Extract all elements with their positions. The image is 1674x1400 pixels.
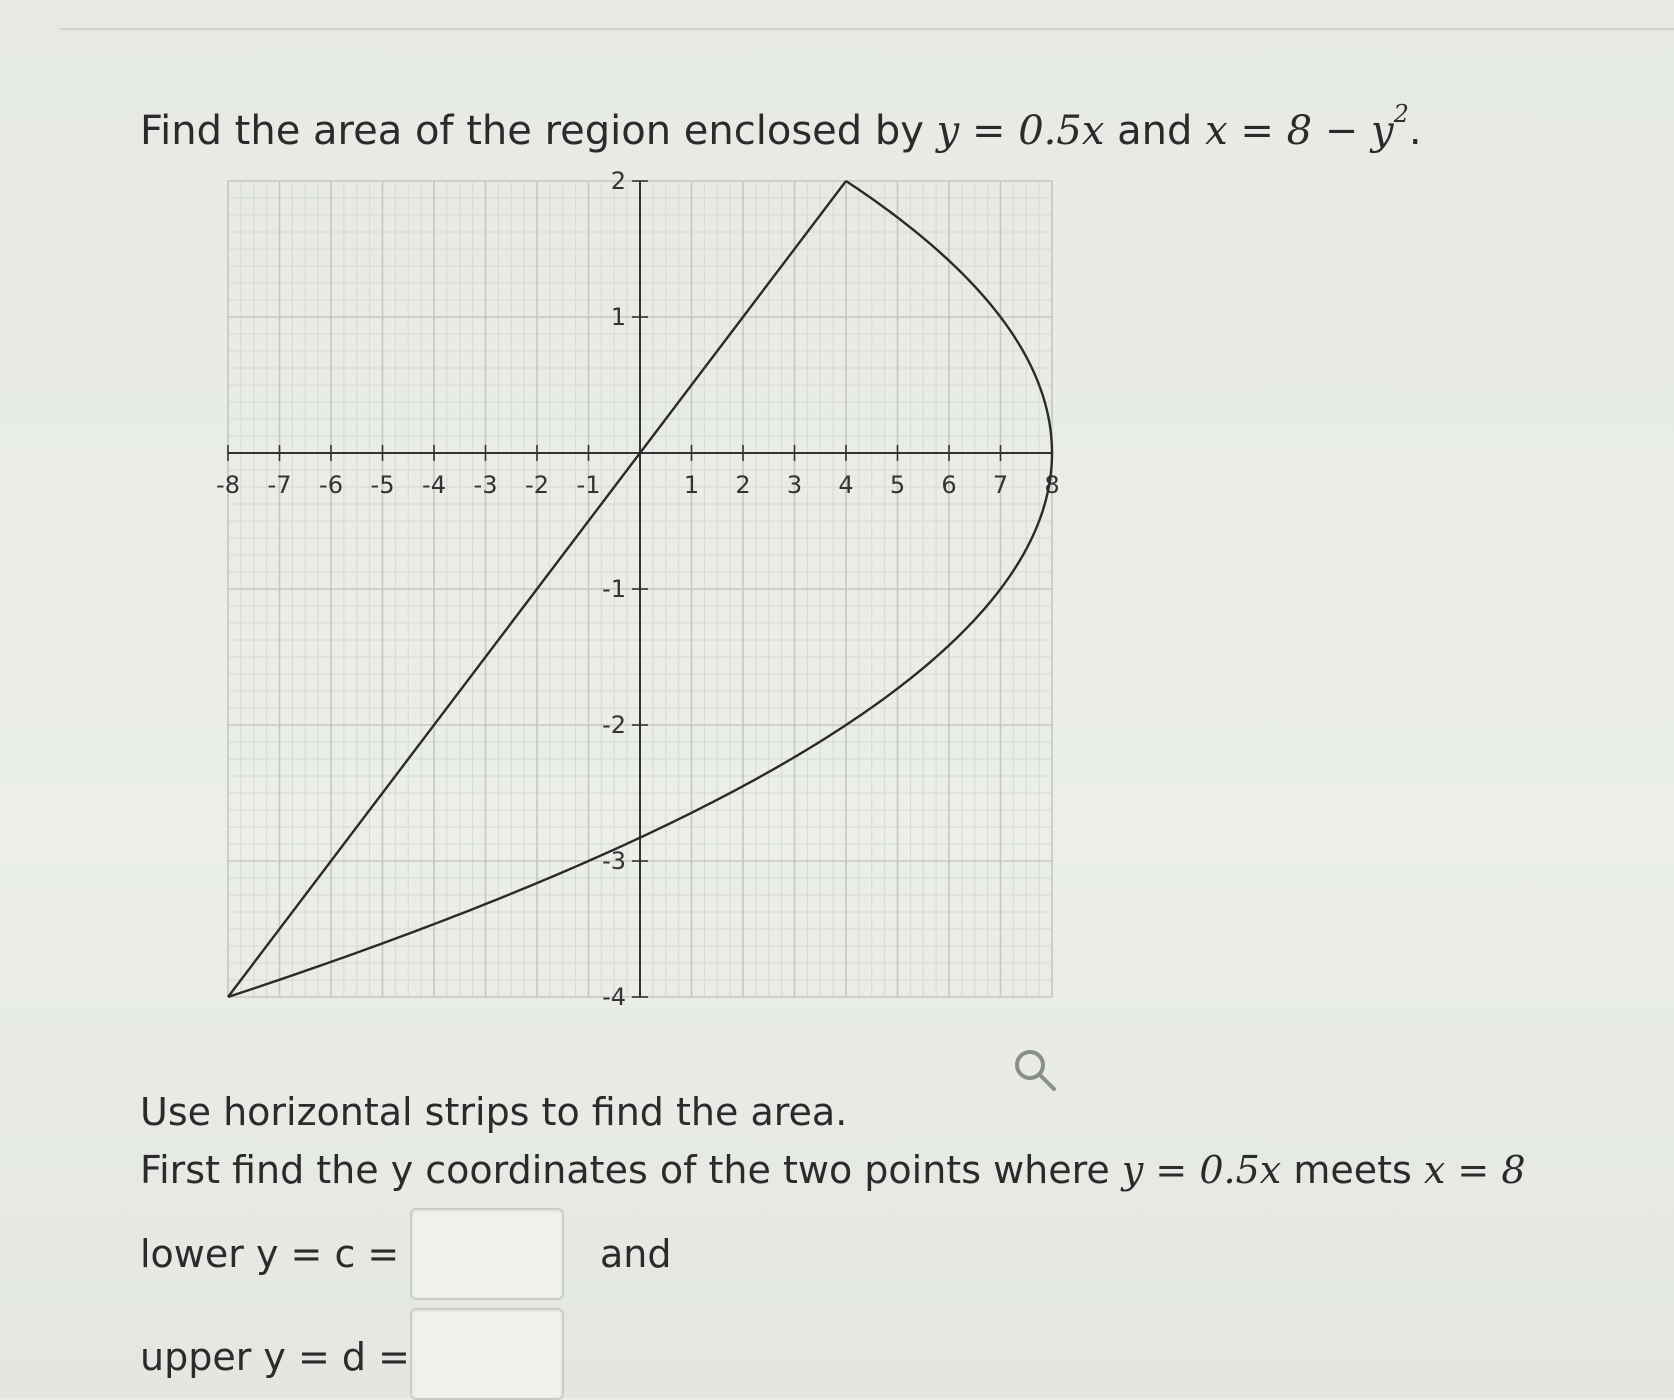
graph (180, 155, 1080, 1035)
question-period: . (1408, 108, 1422, 154)
x-tick-label: -5 (370, 471, 395, 499)
and-label: and (600, 1232, 672, 1276)
instruction-line-1: Use horizontal strips to find the area. (140, 1090, 848, 1134)
x-tick-label: 8 (1044, 471, 1060, 499)
x-tick-label: 2 (735, 471, 751, 499)
y-tick-label: -4 (602, 983, 626, 1011)
x-tick-label: -4 (422, 471, 446, 499)
question-joiner: and (1117, 108, 1193, 154)
x-tick-label: -6 (319, 471, 343, 499)
y-tick-label: -2 (602, 711, 626, 739)
magnifier-icon[interactable] (1010, 1045, 1060, 1095)
top-divider (60, 28, 1674, 30)
equation-parabola (1205, 100, 1409, 154)
y-tick-label: -1 (602, 575, 626, 603)
x-tick-label: 3 (786, 471, 803, 499)
instruction-eq-line: y = 0.5x (1121, 1148, 1282, 1192)
x-tick-label: -8 (216, 471, 240, 499)
equation-parabola-exponent: 2 (1393, 100, 1409, 128)
instruction-line-2 (140, 1148, 1526, 1192)
x-tick-label: 4 (838, 471, 854, 499)
lower-y-input[interactable] (410, 1208, 564, 1300)
x-tick-label: -2 (525, 471, 549, 499)
question-text (140, 100, 1422, 154)
instruction-meets: meets (1293, 1148, 1412, 1192)
x-tick-label: -3 (473, 471, 498, 499)
question-prefix: Find the area of the region enclosed by (140, 108, 924, 154)
x-tick-label: 7 (992, 471, 1009, 499)
y-tick-label: 1 (610, 303, 626, 331)
x-tick-label: 6 (941, 471, 957, 499)
x-tick-label: -1 (576, 471, 601, 499)
y-tick-label: 2 (610, 167, 626, 195)
equation-line: y = 0.5x (936, 108, 1105, 154)
lower-label: lower y = c = (140, 1232, 400, 1276)
x-tick-label: 5 (889, 471, 906, 499)
equation-parabola-base: x = 8 − y (1205, 108, 1394, 154)
instruction-eq-x: x = 8 (1423, 1148, 1526, 1192)
x-tick-label: -7 (267, 471, 292, 499)
upper-label: upper y = d = (140, 1335, 410, 1379)
instruction-line-2-prefix: First find the y coordinates of the two points where (140, 1148, 1110, 1192)
upper-y-input[interactable] (410, 1308, 564, 1400)
y-tick-label: -3 (602, 847, 626, 875)
x-tick-label: 1 (683, 471, 700, 499)
graph-svg (180, 155, 1080, 1035)
